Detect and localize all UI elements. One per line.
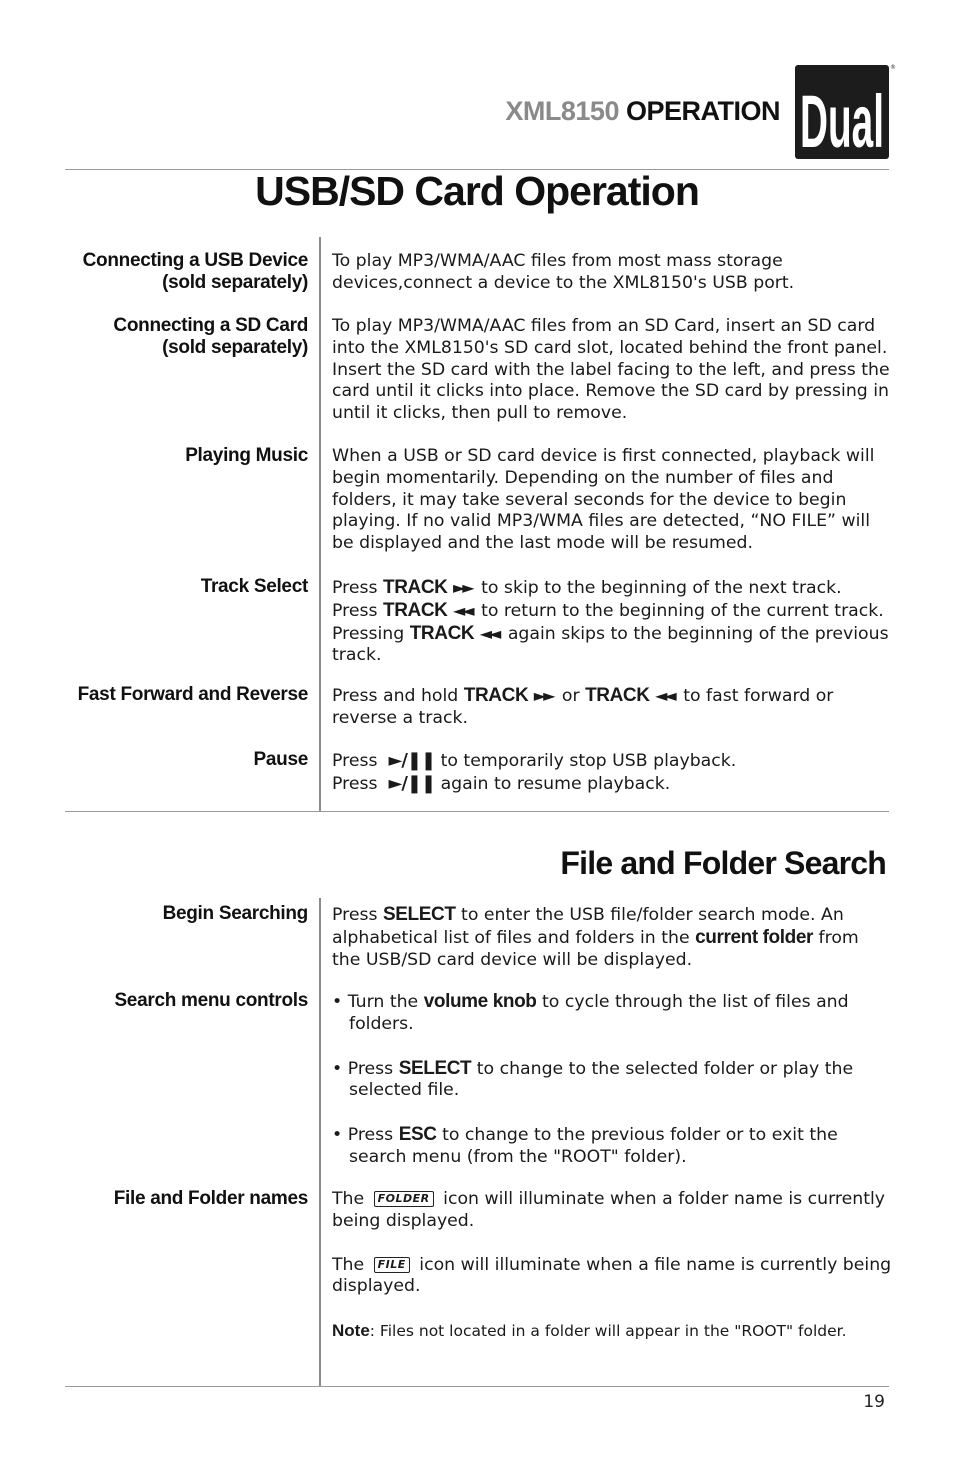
word-press: Press <box>332 751 378 771</box>
search-controls-list <box>332 991 892 1169</box>
pause-text-2: again to resume playback. <box>440 773 671 794</box>
note-paragraph <box>332 1320 892 1343</box>
track-text-1: to skip to the beginning of the next track. Press <box>332 578 842 621</box>
track-forward-icon: ►► <box>452 578 472 597</box>
kw-volume-knob: volume knob <box>423 991 537 1012</box>
note-text: : Files not located in a folder will appear in the "ROOT" folder. <box>369 1322 847 1341</box>
label-connect-usb <box>8 250 308 294</box>
word-press-hold: Press and hold <box>332 686 459 706</box>
label-track-select: Track Select <box>200 576 308 597</box>
file-icon-paragraph <box>332 1255 892 1299</box>
kw-track: TRACK <box>463 685 529 706</box>
kw-current-folder: current folder <box>695 926 814 948</box>
folder-icon-paragraph <box>332 1189 892 1233</box>
kw-track: TRACK <box>585 685 650 706</box>
label-file-folder-names: File and Folder names <box>113 1188 308 1209</box>
word-press: Press <box>332 905 378 925</box>
text-file-folder-names <box>332 1189 892 1343</box>
track-reverse-icon: ◄◄ <box>479 623 499 643</box>
track-text-2: to return to the beginning of the current track. Pressing <box>332 600 884 644</box>
list-item <box>332 1058 892 1103</box>
label-connect-sd-line1: Connecting a SD Card <box>113 315 308 336</box>
label-connect-sd-line2: (sold separately) <box>162 337 308 358</box>
text-connect-usb: To play MP3/WMA/AAC files from most mass storage devices,connect a device to the XML8150's USB port. <box>332 251 795 293</box>
b2-post: to change to the selected folder or play the selected file. <box>349 1058 854 1101</box>
play-pause-icon: ►/❚❚ <box>388 750 436 771</box>
play-pause-icon: ►/❚❚ <box>388 772 436 794</box>
text-begin-searching <box>332 904 892 971</box>
kw-esc: ESC <box>398 1124 437 1146</box>
usb-column-divider <box>319 237 321 811</box>
label-connect-usb-line2: (sold separately) <box>162 272 308 293</box>
bullet-icon: • <box>332 1125 343 1146</box>
b3-pre: Press <box>347 1125 394 1146</box>
track-reverse-icon: ◄◄ <box>655 686 674 705</box>
dual-logo <box>795 65 889 163</box>
label-begin-searching: Begin Searching <box>162 903 308 924</box>
list-item <box>332 1124 892 1169</box>
dual-logo-art <box>795 65 889 163</box>
track-reverse-icon: ◄◄ <box>452 600 472 620</box>
word-the: The <box>332 1254 365 1275</box>
bullet-icon: • <box>332 1058 343 1079</box>
kw-note: Note <box>332 1321 370 1341</box>
text-fast-forward-reverse <box>332 685 892 730</box>
begin-text-1: to enter the USB file/folder search mode. An alphabetical list of files and folders in the <box>332 905 844 948</box>
pause-line-1 <box>332 750 892 773</box>
track-text-3: again skips to the beginning of the previous track. <box>332 623 889 666</box>
word-or: or <box>561 686 580 706</box>
model-name: XML8150 <box>505 96 619 126</box>
pause-text-1: to temporarily stop USB playback. <box>440 751 737 771</box>
middle-divider <box>65 811 889 812</box>
operation-label: OPERATION <box>625 96 780 126</box>
text-connect-sd: To play MP3/WMA/AAC files from an SD Card, insert an SD card into the XML8150's SD card slot, located behind the front panel. Insert the SD card with the label facing to the left, and press the card until it clicks into place. Remove the SD card by pressing in until it clicks, then pull to remove. <box>332 316 890 424</box>
label-search-menu-controls: Search menu controls <box>114 990 308 1011</box>
b1-post: to cycle through the list of files and folders. <box>349 992 849 1034</box>
pause-line-2 <box>332 773 892 796</box>
kw-select: SELECT <box>398 1057 472 1079</box>
b1-pre: Turn the <box>347 992 419 1012</box>
kw-track: TRACK <box>382 599 448 621</box>
page-title: USB/SD Card Operation <box>255 168 699 214</box>
word-the: The <box>332 1189 365 1209</box>
bottom-divider <box>65 1386 889 1387</box>
label-fast-forward-reverse: Fast Forward and Reverse <box>77 684 308 705</box>
begin-text-2: from the USB/SD card device will be displayed. <box>332 927 859 970</box>
label-playing-music: Playing Music <box>185 445 308 466</box>
dual-logo-text: Dual <box>800 80 884 163</box>
track-forward-icon: ►► <box>533 686 553 705</box>
folder-indicator-icon: FOLDER <box>374 1191 434 1207</box>
bullet-icon: • <box>332 992 343 1012</box>
b2-pre: Press <box>347 1058 394 1079</box>
file-indicator-icon: FILE <box>374 1257 410 1273</box>
header-title <box>505 96 780 127</box>
text-track-select <box>332 577 892 667</box>
kw-select: SELECT <box>382 904 456 925</box>
label-pause: Pause <box>253 749 308 770</box>
kw-track: TRACK <box>409 622 475 644</box>
registered-mark: ® <box>890 64 896 71</box>
list-item <box>332 991 892 1036</box>
label-connect-usb-line1: Connecting a USB Device <box>82 250 308 271</box>
label-connect-sd <box>8 315 308 359</box>
word-press: Press <box>332 578 378 598</box>
ffr-text: to fast forward or reverse a track. <box>332 686 834 728</box>
file-text: icon will illuminate when a file name is currently being displayed. <box>332 1254 892 1297</box>
folder-text: icon will illuminate when a folder name is currently being displayed. <box>332 1189 886 1231</box>
section-title-file-folder: File and Folder Search <box>560 845 886 881</box>
b3-post: to change to the previous folder or to exit the search menu (from the "ROOT" folder). <box>349 1125 838 1167</box>
word-press: Press <box>332 773 378 794</box>
kw-track: TRACK <box>382 577 448 598</box>
text-playing-music: When a USB or SD card device is first connected, playback will begin momentarily. Depending on the number of files and folders, it may take several seconds for the device to begin playing. If no valid MP3/WMA files are detected, “NO FILE” will be displayed and the last mode will be resumed. <box>332 446 875 554</box>
page-number: 19 <box>863 1392 885 1412</box>
file-column-divider <box>319 898 321 1386</box>
text-pause <box>332 750 892 796</box>
